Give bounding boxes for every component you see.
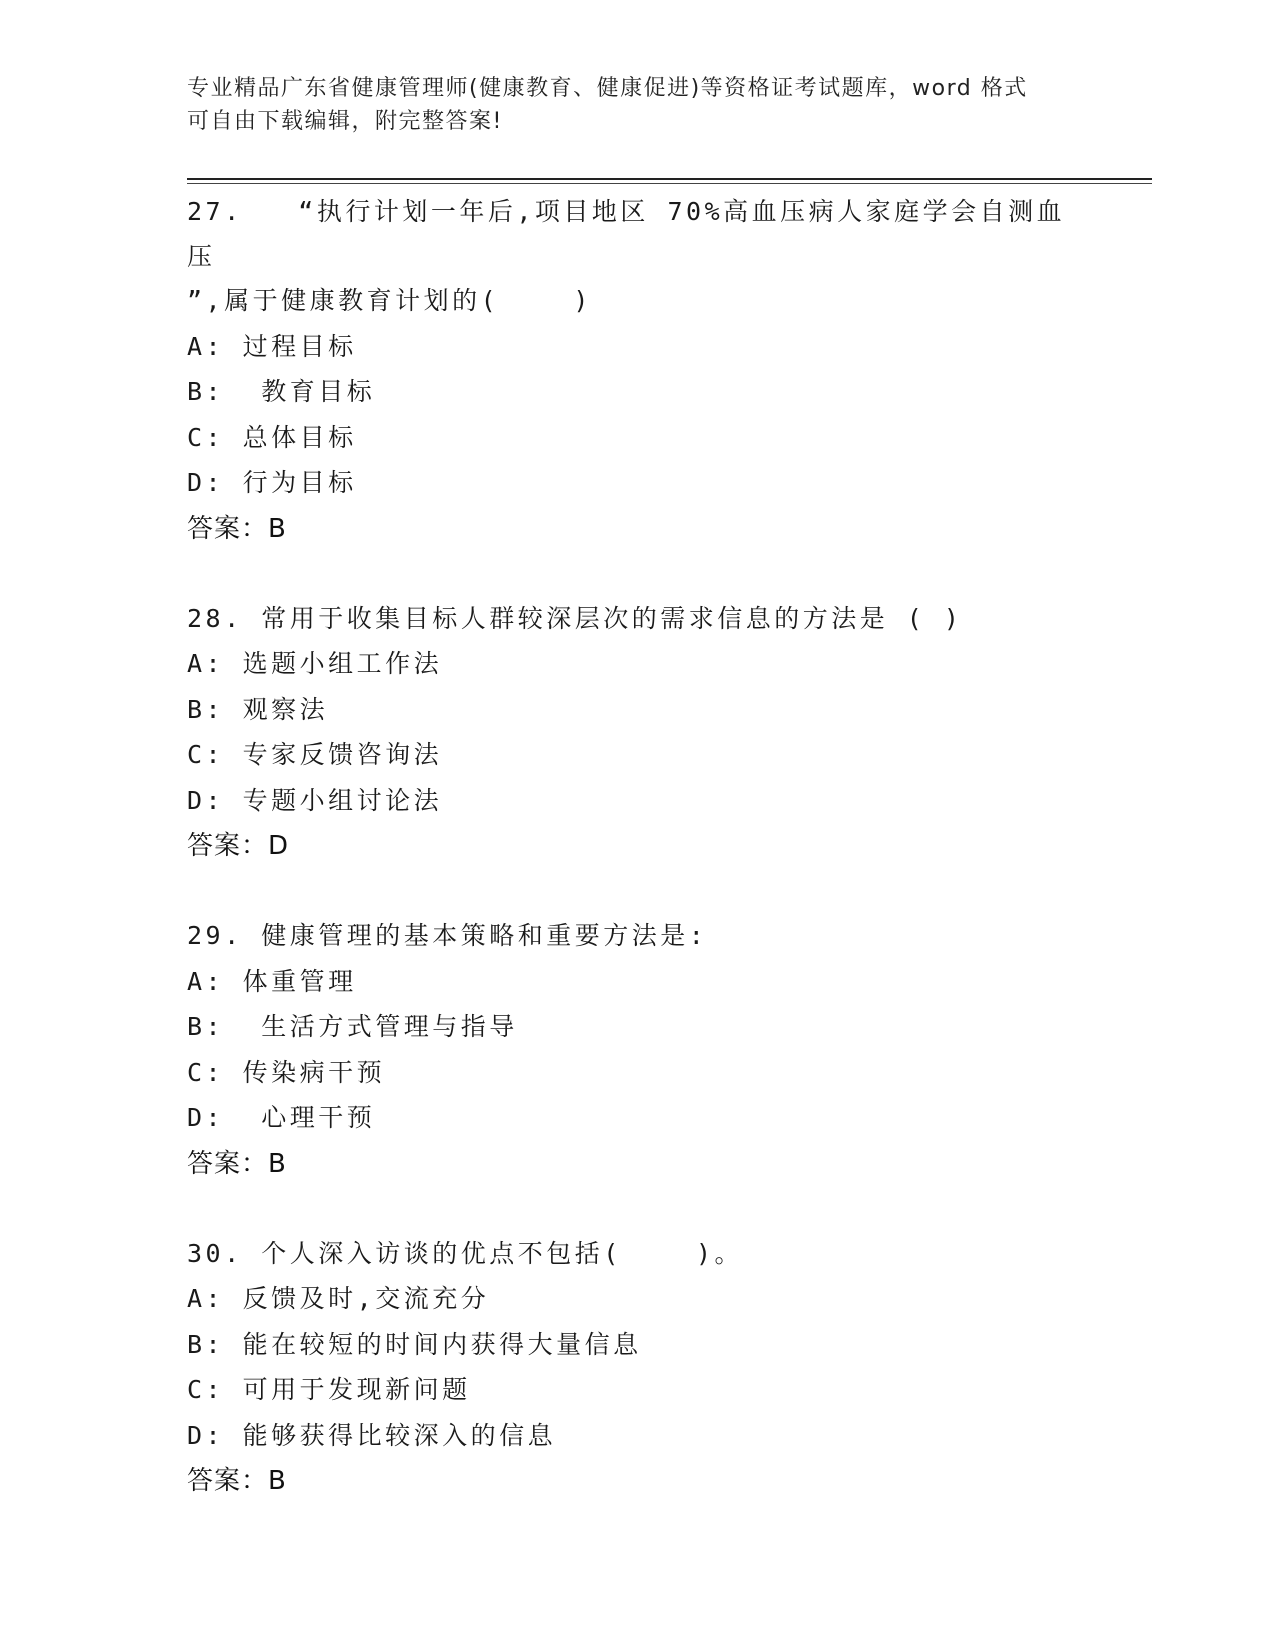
option-c: C: 总体目标 (187, 422, 357, 452)
option-b: B: 教育目标 (187, 377, 376, 406)
question-stem: 28. 常用于收集目标人群较深层次的需求信息的方法是 ( ) (187, 603, 963, 633)
option-d: D: 行为目标 (187, 468, 357, 497)
option-a: A: 选题小组工作法 (187, 649, 443, 678)
option-c: C: 专家反馈咨询法 (187, 740, 443, 769)
header-divider-thick (187, 178, 1152, 180)
option-c: C: 传染病干预 (187, 1057, 386, 1087)
question-list (187, 190, 1087, 1549)
question-item (187, 190, 1087, 552)
question-stem: 30. 个人深入访谈的优点不包括( )。 (187, 1238, 744, 1268)
header-line-2: 可自由下载编辑，附完整答案! (187, 109, 503, 134)
option-d: D: 专题小组讨论法 (187, 785, 443, 815)
question-item (187, 914, 1087, 1187)
answer-label: 答案：B (187, 1148, 287, 1179)
question-item (187, 597, 1087, 870)
option-a: A: 反馈及时,交流充分 (187, 1284, 490, 1313)
answer-label: 答案：D (187, 831, 290, 861)
header-line-1: 专业精品广东省健康管理师(健康教育、健康促进)等资格证考试题库，word 格式 (187, 76, 1028, 101)
answer-label: 答案：B (187, 1466, 287, 1496)
question-stem: 27. “执行计划一年后,项目地区 70%高血压病人家庭学会自测血压 (187, 197, 1066, 271)
question-stem-continued: ”,属于健康教育计划的( ) (187, 286, 592, 315)
option-c: C: 可用于发现新问题 (187, 1375, 471, 1404)
option-b: B: 生活方式管理与指导 (187, 1012, 518, 1041)
option-b: B: 观察法 (187, 694, 329, 724)
header-divider-thin (187, 183, 1152, 184)
option-a: A: 体重管理 (187, 966, 357, 996)
question-stem: 29. 健康管理的基本策略和重要方法是: (187, 921, 708, 950)
option-b: B: 能在较短的时间内获得大量信息 (187, 1329, 642, 1359)
answer-label: 答案：B (187, 513, 287, 544)
option-d: D: 能够获得比较深入的信息 (187, 1420, 557, 1450)
option-a: A: 过程目标 (187, 331, 357, 361)
document-header (187, 72, 1087, 138)
question-item (187, 1232, 1087, 1505)
option-d: D: 心理干预 (187, 1103, 376, 1132)
